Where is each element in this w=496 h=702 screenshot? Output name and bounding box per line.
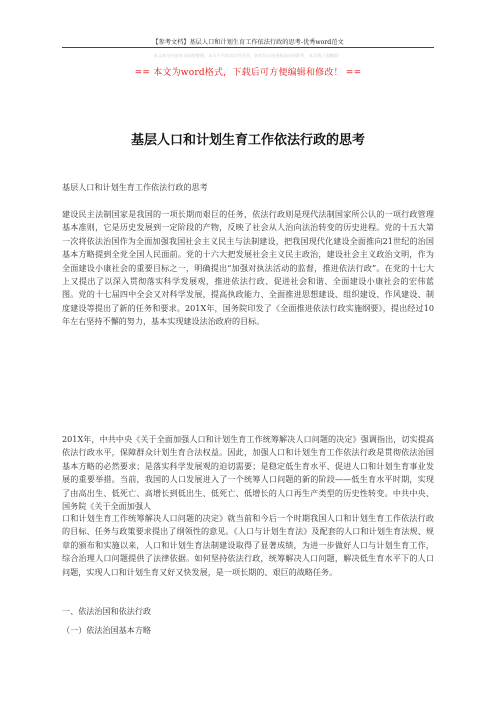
paragraph-1 <box>62 208 434 329</box>
section-heading-text: 一、依法治国和依法行政 <box>62 606 152 616</box>
paragraph-3 <box>62 512 434 579</box>
subtitle-text: 基层人口和计划生育工作依法行政的思考 <box>62 182 208 192</box>
paragraph-2 <box>62 433 434 513</box>
disclaimer-text: 本文部分内容来自网络整理，本司不为其真实性负责，如有异议或侵权请及时联系，本司将立即删除！ <box>153 53 343 58</box>
header-title: 【参考文档】基层人口和计划生育工作依法行政的思考-优秀word范文 <box>152 39 344 46</box>
section-heading <box>62 605 434 618</box>
paragraph-text: 口和计划生育工作统筹解决人口问题的决定》就当前和今后一个时期我国人口和计划生育工作依法行政的目标、任务与政策要求提出了纲领性的意见。《人口与计划生育法》及配套的人口和计划生育法规、规章的颁布和实施以来，人口和计划生育法制建设取得了显著成绩，为进一步做好人口与计划生育工作，综合治理人口问题提供了法律依据。如何坚持依法行政，统筹解决人口问题，解决低生育水平下的人口问题，实现人口和计划生育又好又快发展，是一项长期的、艰巨的战略任务。 <box>62 513 434 577</box>
subtitle-line <box>62 181 434 194</box>
subsection-heading <box>62 624 434 637</box>
subsection-heading-text: （一）依法治国基本方略 <box>62 625 152 635</box>
document-title: 基层人口和计划生育工作依法行政的思考 <box>130 133 365 148</box>
header-divider <box>62 47 434 48</box>
paragraph-text: 建设民主法制国家是我国的一项长期而艰巨的任务，依法行政则是现代法制国家所公认的一项行政管理基本准则，它是历史发展到一定阶段的产物，反映了社会从人治向法治转变的历史进程。党的十五大第一次将依法治国作为全面加强我国社会主义民主与法制建设，把我国现代化建设全面推向21世纪的治国基本方略提到全党全国人民面前。党的十六大把发展社会主义民主政治，建设社会主义政治文明，作为全面建设小康社会的重要目标之一，明确提出“加强对执法活动的监督，推进依法行政”。在党的十七大上又提出了以深入贯彻落实科学发展观，推进依法行政、促进社会和谐、全面建设小康社会的宏伟蓝图。党的十七届四中全会又对科学发展，提高执政能力、全面推进思想建设、组织建设、作风建设、制度建设等提出了新的任务和要求。201X年，国务院印发了《全面推进依法行政实施纲要》，提出经过10年左右坚持不懈的努力，基本实现建设法治政府的目标。 <box>62 209 434 327</box>
format-notice: == 本文为word格式，下载后可方便编辑和修改！ == <box>134 68 362 78</box>
paragraph-text: 201X年，中共中央《关于全面加强人口和计划生育工作统筹解决人口问题的决定》强调指出，切实提高依法行政水平，保障群众计划生育合法权益。因此，加强人口和计划生育工作依法行政是贯彻依法治国基本方略的必然要求；是落实科学发展观的迫切需要；是稳定低生育水平、促进人口和计划生育事业发展的重要举措。当前，我国的人口发展进入了一个统筹人口问题的新的阶段——低生育水平时期，实现了由高出生、低死亡、高增长到低出生、低死亡、低增长的人口再生产类型的历史性转变。中共中央、国务院《关于全面加强人 <box>62 434 434 512</box>
